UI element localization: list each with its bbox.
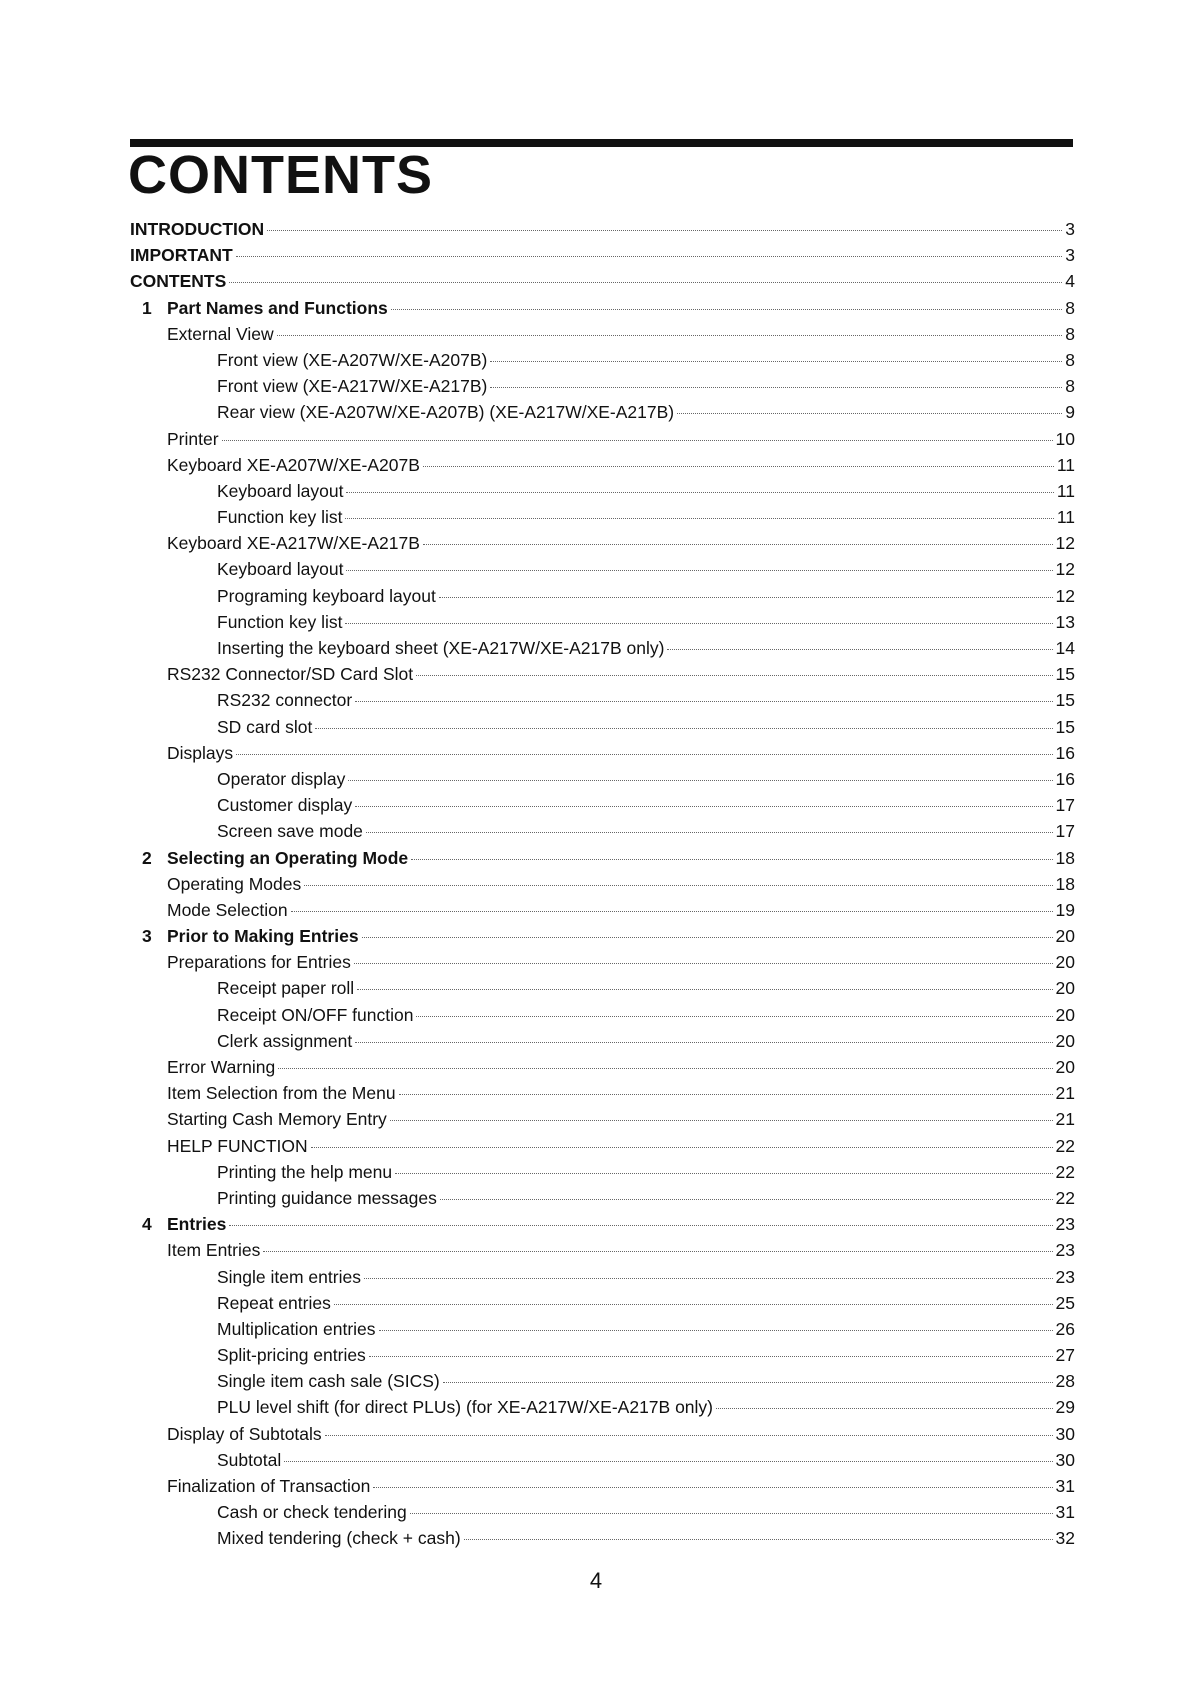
dot-leader — [315, 728, 1052, 729]
toc-page-number: 15 — [1055, 690, 1075, 711]
toc-page-number: 3 — [1065, 245, 1075, 266]
dot-leader — [423, 544, 1053, 545]
toc-label: CONTENTS — [130, 271, 227, 292]
toc-page-number: 16 — [1055, 768, 1075, 789]
dot-leader — [267, 230, 1062, 231]
toc-entry[interactable] — [130, 1316, 1075, 1342]
toc-entry[interactable] — [130, 635, 1075, 661]
dot-leader — [354, 963, 1053, 964]
dot-leader — [355, 806, 1052, 807]
toc-entry[interactable] — [130, 1447, 1075, 1473]
toc-entry[interactable] — [130, 556, 1075, 582]
toc-page-number: 22 — [1055, 1161, 1075, 1182]
toc-label: Printing guidance messages — [217, 1187, 437, 1208]
toc-page-number: 20 — [1055, 1057, 1075, 1077]
toc-entry[interactable] — [130, 452, 1075, 478]
dot-leader — [311, 1147, 1053, 1148]
dot-leader — [236, 754, 1052, 755]
dot-leader — [355, 1042, 1052, 1043]
toc-page-number: 12 — [1055, 585, 1075, 606]
toc-page-number: 4 — [1065, 271, 1075, 292]
toc-entry[interactable] — [130, 714, 1075, 740]
toc-page-number: 31 — [1055, 1476, 1075, 1496]
toc-label: HELP FUNCTION — [167, 1135, 308, 1156]
toc-label: Subtotal — [217, 1449, 282, 1470]
toc-label: External View — [167, 323, 274, 344]
dot-leader — [236, 256, 1063, 257]
toc-page-number: 12 — [1055, 559, 1075, 580]
toc-label: Finalization of Transaction — [167, 1476, 371, 1496]
toc-label: Operator display — [217, 768, 346, 789]
toc-entry[interactable] — [130, 530, 1075, 556]
toc-label: Keyboard XE-A217W/XE-A217B — [167, 533, 420, 554]
toc-entry[interactable] — [130, 1080, 1075, 1106]
toc-entry[interactable] — [130, 1342, 1075, 1368]
toc-label: Displays — [167, 742, 234, 763]
dot-leader — [222, 440, 1053, 441]
toc-label: SD card slot — [217, 716, 313, 737]
toc-label: Receipt ON/OFF function — [217, 1004, 414, 1025]
toc-entry[interactable] — [130, 1421, 1075, 1447]
toc-label: Selecting an Operating Mode — [167, 847, 409, 868]
toc-label: Split-pricing entries — [217, 1345, 366, 1366]
toc-entry[interactable] — [130, 766, 1075, 792]
toc-label: RS232 Connector/SD Card Slot — [167, 664, 414, 685]
toc-chapter-number: 2 — [142, 847, 152, 868]
toc-label: Receipt paper roll — [217, 978, 355, 999]
toc-label: Display of Subtotals — [167, 1423, 322, 1444]
dot-leader — [362, 937, 1053, 938]
page-title: CONTENTS — [128, 145, 433, 205]
toc-page-number: 29 — [1055, 1397, 1075, 1418]
toc-front-matter[interactable] — [130, 242, 1075, 268]
toc-page-number: 8 — [1065, 297, 1075, 318]
toc-label: INTRODUCTION — [130, 219, 265, 239]
toc-page-number: 23 — [1055, 1266, 1075, 1287]
toc-label: Front view (XE-A217W/XE-A217B) — [217, 376, 488, 397]
toc-entry[interactable] — [130, 478, 1075, 504]
toc-label: Keyboard XE-A207W/XE-A207B — [167, 454, 420, 475]
toc-chapter[interactable] — [130, 295, 1075, 321]
toc-entry[interactable] — [130, 661, 1075, 687]
toc-page-number: 22 — [1055, 1135, 1075, 1156]
toc-chapter[interactable] — [130, 1211, 1075, 1237]
toc-page-number: 21 — [1055, 1083, 1075, 1104]
toc-entry[interactable] — [130, 426, 1075, 452]
dot-leader — [229, 282, 1062, 283]
toc-page-number: 11 — [1056, 507, 1075, 528]
toc-entry[interactable] — [130, 373, 1075, 399]
toc-page-number: 27 — [1055, 1345, 1075, 1366]
toc-entry[interactable] — [130, 1159, 1075, 1185]
toc-label: Entries — [167, 1214, 227, 1235]
toc-entry[interactable] — [130, 1368, 1075, 1394]
toc-page-number: 20 — [1055, 926, 1075, 947]
toc-page-number: 31 — [1055, 1502, 1075, 1523]
dot-leader — [490, 387, 1062, 388]
dot-leader — [355, 701, 1052, 702]
toc-entry[interactable] — [130, 504, 1075, 530]
dot-leader — [278, 1068, 1052, 1069]
toc-entry[interactable] — [130, 1473, 1075, 1499]
dot-leader — [395, 1173, 1052, 1174]
toc-page-number: 30 — [1055, 1423, 1075, 1444]
toc-entry[interactable] — [130, 1002, 1075, 1028]
toc-page-number: 3 — [1065, 219, 1075, 239]
toc-label: Printer — [167, 428, 219, 449]
toc-label: PLU level shift (for direct PLUs) (for XE-A217W/XE-A217B only) — [217, 1397, 714, 1418]
toc-page-number: 11 — [1056, 454, 1075, 475]
toc-entry[interactable] — [130, 740, 1075, 766]
dot-leader — [411, 859, 1052, 860]
dot-leader — [348, 780, 1052, 781]
toc-label: Preparations for Entries — [167, 952, 351, 973]
toc-entry[interactable] — [130, 1054, 1075, 1080]
toc-entry[interactable] — [130, 1028, 1075, 1054]
toc-label: Prior to Making Entries — [167, 926, 359, 947]
toc-entry[interactable] — [130, 1133, 1075, 1159]
toc-label: Screen save mode — [217, 821, 363, 842]
dot-leader — [399, 1094, 1053, 1095]
dot-leader — [284, 1461, 1052, 1462]
toc-label: Single item entries — [217, 1266, 361, 1287]
toc-page-number: 14 — [1055, 638, 1075, 658]
dot-leader — [443, 1382, 1053, 1383]
toc-entry[interactable] — [130, 1264, 1075, 1290]
dot-leader — [416, 675, 1052, 676]
dot-leader — [366, 832, 1053, 833]
toc-label: Repeat entries — [217, 1292, 331, 1313]
dot-leader — [357, 989, 1052, 990]
dot-leader — [277, 335, 1063, 336]
table-of-contents — [130, 216, 1075, 1552]
toc-page-number: 21 — [1055, 1109, 1075, 1130]
toc-entry[interactable] — [130, 1290, 1075, 1316]
toc-label: Starting Cash Memory Entry — [167, 1109, 387, 1130]
toc-label: Keyboard layout — [217, 480, 344, 501]
toc-entry[interactable] — [130, 1106, 1075, 1132]
toc-label: Part Names and Functions — [167, 297, 388, 318]
toc-page-number: 17 — [1055, 821, 1075, 842]
dot-leader — [345, 518, 1053, 519]
toc-label: IMPORTANT — [130, 245, 233, 266]
dot-leader — [229, 1225, 1052, 1226]
toc-label: Mode Selection — [167, 899, 288, 920]
toc-page-number: 20 — [1055, 952, 1075, 973]
toc-entry[interactable] — [130, 321, 1075, 347]
dot-leader — [667, 649, 1052, 650]
toc-entry[interactable] — [130, 792, 1075, 818]
dot-leader — [325, 1435, 1053, 1436]
dot-leader — [410, 1513, 1053, 1514]
toc-label: Inserting the keyboard sheet (XE-A217W/XE-A217B only) — [217, 638, 665, 658]
toc-page-number: 18 — [1055, 873, 1075, 894]
toc-entry[interactable] — [130, 687, 1075, 713]
toc-page-number: 17 — [1055, 795, 1075, 816]
toc-entry[interactable] — [130, 1237, 1075, 1263]
dot-leader — [369, 1356, 1053, 1357]
dot-leader — [677, 413, 1062, 414]
toc-entry[interactable] — [130, 818, 1075, 844]
toc-front-matter[interactable] — [130, 216, 1075, 242]
toc-entry[interactable] — [130, 399, 1075, 425]
toc-page-number: 16 — [1055, 742, 1075, 763]
toc-label: Single item cash sale (SICS) — [217, 1371, 440, 1392]
toc-page-number: 23 — [1055, 1240, 1075, 1261]
toc-page-number: 22 — [1055, 1187, 1075, 1208]
dot-leader — [390, 1120, 1053, 1121]
toc-page-number: 32 — [1055, 1528, 1075, 1549]
toc-label: Item Entries — [167, 1240, 261, 1261]
toc-label: Item Selection from the Menu — [167, 1083, 396, 1104]
toc-label: Clerk assignment — [217, 1030, 353, 1051]
dot-leader — [334, 1304, 1053, 1305]
dot-leader — [379, 1330, 1053, 1331]
dot-leader — [423, 466, 1054, 467]
dot-leader — [391, 309, 1063, 310]
toc-chapter[interactable] — [130, 923, 1075, 949]
toc-page-number: 20 — [1055, 978, 1075, 999]
toc-label: Keyboard layout — [217, 559, 344, 580]
toc-label: Mixed tendering (check + cash) — [217, 1528, 461, 1549]
dot-leader — [490, 361, 1062, 362]
toc-entry[interactable] — [130, 609, 1075, 635]
toc-chapter-number: 3 — [142, 926, 152, 947]
toc-page-number: 8 — [1065, 376, 1075, 397]
toc-label: Multiplication entries — [217, 1318, 376, 1339]
toc-label: Customer display — [217, 795, 353, 816]
toc-page-number: 23 — [1055, 1214, 1075, 1235]
toc-entry[interactable] — [130, 583, 1075, 609]
toc-entry[interactable] — [130, 871, 1075, 897]
toc-page-number: 20 — [1055, 1030, 1075, 1051]
dot-leader — [263, 1251, 1052, 1252]
toc-label: Printing the help menu — [217, 1161, 393, 1182]
toc-front-matter[interactable] — [130, 268, 1075, 294]
dot-leader — [304, 885, 1052, 886]
toc-label: Programing keyboard layout — [217, 585, 436, 606]
toc-chapter-number: 4 — [142, 1214, 152, 1235]
dot-leader — [416, 1016, 1052, 1017]
toc-entry[interactable] — [130, 1185, 1075, 1211]
toc-entry[interactable] — [130, 1525, 1075, 1551]
dot-leader — [291, 911, 1053, 912]
toc-page-number: 26 — [1055, 1318, 1075, 1339]
toc-entry[interactable] — [130, 949, 1075, 975]
toc-entry[interactable] — [130, 347, 1075, 373]
toc-page-number: 13 — [1055, 611, 1075, 632]
toc-entry[interactable] — [130, 1499, 1075, 1525]
dot-leader — [346, 492, 1053, 493]
toc-page-number: 10 — [1055, 428, 1075, 449]
toc-entry[interactable] — [130, 897, 1075, 923]
dot-leader — [439, 597, 1053, 598]
toc-page-number: 28 — [1055, 1371, 1075, 1392]
toc-page-number: 20 — [1055, 1004, 1075, 1025]
toc-page-number: 19 — [1055, 899, 1075, 920]
toc-page-number: 25 — [1055, 1292, 1075, 1313]
toc-page-number: 15 — [1055, 716, 1075, 737]
toc-label: Function key list — [217, 611, 343, 632]
toc-page-number: 11 — [1056, 480, 1075, 501]
toc-page-number: 30 — [1055, 1449, 1075, 1470]
dot-leader — [716, 1408, 1053, 1409]
dot-leader — [345, 623, 1052, 624]
toc-entry[interactable] — [130, 975, 1075, 1001]
dot-leader — [440, 1199, 1053, 1200]
toc-chapter[interactable] — [130, 845, 1075, 871]
toc-label: Rear view (XE-A207W/XE-A207B) (XE-A217W/XE-A217B) — [217, 402, 675, 423]
dot-leader — [346, 570, 1052, 571]
toc-page-number: 15 — [1055, 664, 1075, 685]
toc-page-number: 8 — [1065, 323, 1075, 344]
toc-label: RS232 connector — [217, 690, 353, 711]
toc-entry[interactable] — [130, 1394, 1075, 1420]
toc-page-number: 9 — [1065, 402, 1075, 423]
toc-chapter-number: 1 — [142, 297, 152, 318]
dot-leader — [464, 1539, 1053, 1540]
toc-page-number: 8 — [1065, 349, 1075, 370]
toc-label: Error Warning — [167, 1057, 276, 1077]
dot-leader — [373, 1487, 1052, 1488]
toc-label: Function key list — [217, 507, 343, 528]
dot-leader — [364, 1278, 1053, 1279]
toc-label: Front view (XE-A207W/XE-A207B) — [217, 349, 488, 370]
toc-label: Cash or check tendering — [217, 1502, 407, 1523]
toc-page-number: 12 — [1055, 533, 1075, 554]
toc-label: Operating Modes — [167, 873, 302, 894]
page-number: 4 — [589, 1568, 603, 1593]
toc-page-number: 18 — [1055, 847, 1075, 868]
